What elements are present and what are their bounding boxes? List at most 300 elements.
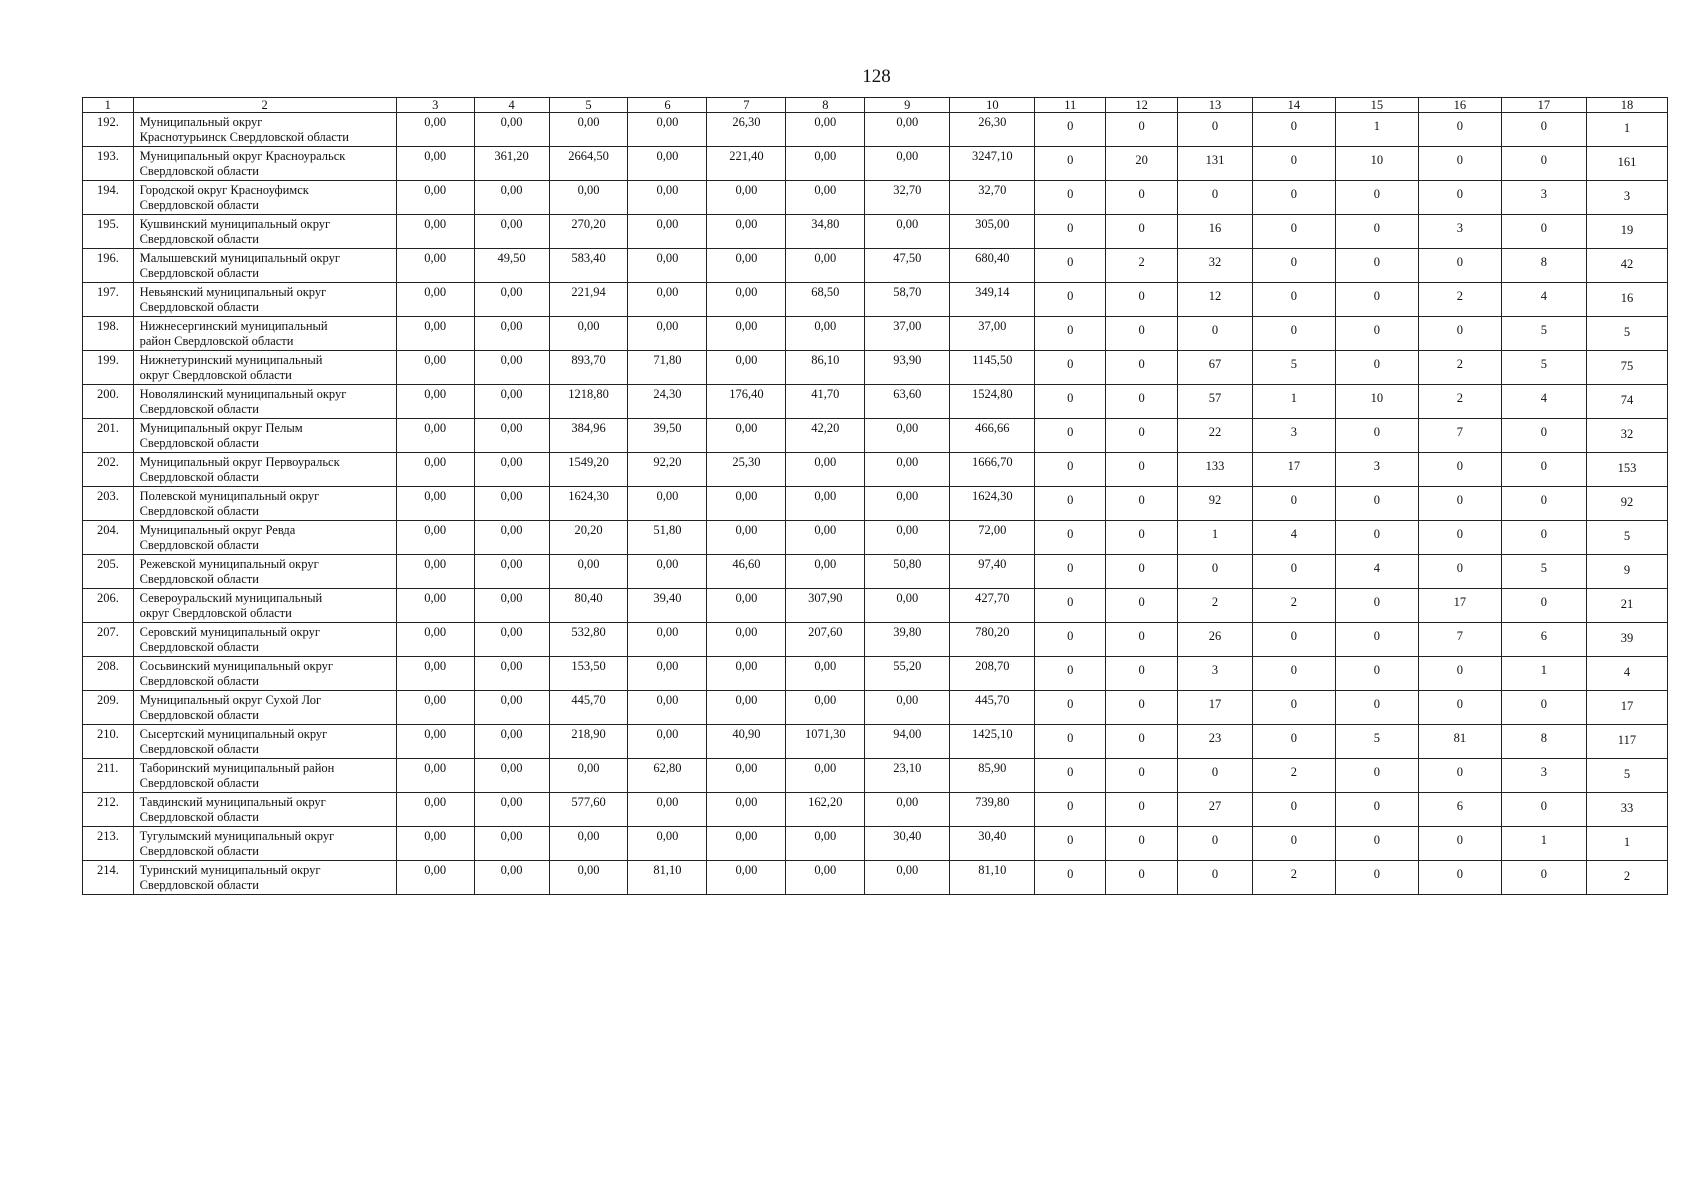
cell-col-6: 0,00 — [628, 181, 707, 215]
cell-col-7: 0,00 — [707, 623, 786, 657]
column-header-16: 16 — [1418, 98, 1501, 113]
cell-col-6: 81,10 — [628, 861, 707, 895]
cell-col-11: 0 — [1035, 181, 1106, 215]
cell-col-17: 0 — [1501, 215, 1586, 249]
table-row — [83, 419, 1668, 453]
cell-col-5: 445,70 — [549, 691, 628, 725]
cell-col-8: 0,00 — [786, 181, 865, 215]
cell-col-17: 1 — [1501, 657, 1586, 691]
row-number: 206. — [83, 589, 134, 623]
cell-col-17: 0 — [1501, 113, 1586, 147]
cell-col-4: 0,00 — [474, 453, 549, 487]
cell-col-11: 0 — [1035, 759, 1106, 793]
cell-col-16: 0 — [1418, 181, 1501, 215]
cell-col-15: 0 — [1335, 215, 1418, 249]
row-number: 211. — [83, 759, 134, 793]
cell-col-6: 0,00 — [628, 555, 707, 589]
cell-col-10: 445,70 — [950, 691, 1035, 725]
row-number: 196. — [83, 249, 134, 283]
cell-col-14: 0 — [1252, 181, 1335, 215]
cell-col-10: 32,70 — [950, 181, 1035, 215]
table-row — [83, 861, 1668, 895]
cell-col-5: 0,00 — [549, 827, 628, 861]
cell-col-10: 3247,10 — [950, 147, 1035, 181]
cell-col-9: 0,00 — [865, 147, 950, 181]
cell-col-18: 161 — [1586, 147, 1667, 181]
cell-col-15: 5 — [1335, 725, 1418, 759]
cell-col-10: 305,00 — [950, 215, 1035, 249]
column-header-2: 2 — [133, 98, 396, 113]
cell-col-6: 0,00 — [628, 691, 707, 725]
cell-col-6: 0,00 — [628, 725, 707, 759]
cell-col-7: 26,30 — [707, 113, 786, 147]
column-header-4: 4 — [474, 98, 549, 113]
municipality-name: Муниципальный округ Сухой Лог Свердловской области — [133, 691, 396, 725]
cell-col-5: 80,40 — [549, 589, 628, 623]
cell-col-8: 0,00 — [786, 521, 865, 555]
cell-col-12: 0 — [1106, 555, 1178, 589]
cell-col-9: 63,60 — [865, 385, 950, 419]
row-number: 199. — [83, 351, 134, 385]
cell-col-15: 0 — [1335, 657, 1418, 691]
cell-col-18: 153 — [1586, 453, 1667, 487]
table-row — [83, 555, 1668, 589]
table-row — [83, 385, 1668, 419]
cell-col-7: 176,40 — [707, 385, 786, 419]
cell-col-3: 0,00 — [396, 623, 474, 657]
cell-col-5: 20,20 — [549, 521, 628, 555]
municipality-name: Кушвинский муниципальный округ Свердловской области — [133, 215, 396, 249]
cell-col-17: 5 — [1501, 555, 1586, 589]
municipality-name: Североуральский муниципальный округ Свердловской области — [133, 589, 396, 623]
table-row — [83, 827, 1668, 861]
cell-col-16: 3 — [1418, 215, 1501, 249]
cell-col-9: 0,00 — [865, 691, 950, 725]
cell-col-13: 26 — [1178, 623, 1253, 657]
cell-col-10: 85,90 — [950, 759, 1035, 793]
cell-col-14: 2 — [1252, 759, 1335, 793]
cell-col-9: 30,40 — [865, 827, 950, 861]
cell-col-17: 5 — [1501, 317, 1586, 351]
cell-col-17: 0 — [1501, 861, 1586, 895]
cell-col-3: 0,00 — [396, 215, 474, 249]
cell-col-13: 133 — [1178, 453, 1253, 487]
cell-col-11: 0 — [1035, 521, 1106, 555]
cell-col-18: 5 — [1586, 521, 1667, 555]
cell-col-5: 153,50 — [549, 657, 628, 691]
cell-col-12: 0 — [1106, 861, 1178, 895]
cell-col-10: 208,70 — [950, 657, 1035, 691]
cell-col-17: 5 — [1501, 351, 1586, 385]
cell-col-12: 0 — [1106, 623, 1178, 657]
cell-col-17: 0 — [1501, 521, 1586, 555]
cell-col-7: 0,00 — [707, 419, 786, 453]
table-row — [83, 793, 1668, 827]
cell-col-15: 0 — [1335, 317, 1418, 351]
cell-col-7: 0,00 — [707, 861, 786, 895]
municipality-name: Городской округ Красноуфимск Свердловской области — [133, 181, 396, 215]
row-number: 207. — [83, 623, 134, 657]
cell-col-7: 0,00 — [707, 351, 786, 385]
municipality-name: Муниципальный округ Краснотурьинск Свердловской области — [133, 113, 396, 147]
cell-col-7: 0,00 — [707, 181, 786, 215]
cell-col-10: 780,20 — [950, 623, 1035, 657]
column-header-8: 8 — [786, 98, 865, 113]
cell-col-3: 0,00 — [396, 249, 474, 283]
cell-col-13: 23 — [1178, 725, 1253, 759]
cell-col-8: 0,00 — [786, 657, 865, 691]
cell-col-4: 0,00 — [474, 623, 549, 657]
cell-col-11: 0 — [1035, 283, 1106, 317]
table-row — [83, 589, 1668, 623]
row-number: 201. — [83, 419, 134, 453]
cell-col-15: 10 — [1335, 147, 1418, 181]
cell-col-12: 0 — [1106, 793, 1178, 827]
cell-col-3: 0,00 — [396, 419, 474, 453]
cell-col-15: 0 — [1335, 861, 1418, 895]
cell-col-16: 2 — [1418, 385, 1501, 419]
cell-col-14: 0 — [1252, 147, 1335, 181]
cell-col-6: 39,50 — [628, 419, 707, 453]
cell-col-18: 33 — [1586, 793, 1667, 827]
cell-col-10: 680,40 — [950, 249, 1035, 283]
column-header-17: 17 — [1501, 98, 1586, 113]
municipality-name: Полевской муниципальный округ Свердловской области — [133, 487, 396, 521]
cell-col-5: 384,96 — [549, 419, 628, 453]
cell-col-16: 7 — [1418, 623, 1501, 657]
row-number: 205. — [83, 555, 134, 589]
cell-col-15: 3 — [1335, 453, 1418, 487]
cell-col-10: 26,30 — [950, 113, 1035, 147]
cell-col-8: 0,00 — [786, 861, 865, 895]
cell-col-11: 0 — [1035, 657, 1106, 691]
cell-col-13: 27 — [1178, 793, 1253, 827]
cell-col-6: 0,00 — [628, 623, 707, 657]
column-header-6: 6 — [628, 98, 707, 113]
table-row — [83, 215, 1668, 249]
municipality-name: Серовский муниципальный округ Свердловской области — [133, 623, 396, 657]
cell-col-8: 0,00 — [786, 317, 865, 351]
cell-col-9: 23,10 — [865, 759, 950, 793]
cell-col-9: 0,00 — [865, 453, 950, 487]
municipality-name: Муниципальный округ Пелым Свердловской области — [133, 419, 396, 453]
cell-col-10: 1425,10 — [950, 725, 1035, 759]
cell-col-17: 3 — [1501, 181, 1586, 215]
cell-col-4: 0,00 — [474, 521, 549, 555]
cell-col-13: 22 — [1178, 419, 1253, 453]
cell-col-16: 17 — [1418, 589, 1501, 623]
cell-col-4: 361,20 — [474, 147, 549, 181]
cell-col-13: 17 — [1178, 691, 1253, 725]
municipality-name: Сосьвинский муниципальный округ Свердловской области — [133, 657, 396, 691]
cell-col-12: 0 — [1106, 385, 1178, 419]
cell-col-15: 10 — [1335, 385, 1418, 419]
table-row — [83, 657, 1668, 691]
cell-col-14: 0 — [1252, 657, 1335, 691]
cell-col-18: 1 — [1586, 113, 1667, 147]
cell-col-11: 0 — [1035, 113, 1106, 147]
municipality-name: Муниципальный округ Первоуральск Свердловской области — [133, 453, 396, 487]
table-row — [83, 181, 1668, 215]
cell-col-12: 20 — [1106, 147, 1178, 181]
cell-col-8: 1071,30 — [786, 725, 865, 759]
page-number: 128 — [862, 66, 891, 87]
cell-col-14: 0 — [1252, 725, 1335, 759]
cell-col-6: 0,00 — [628, 147, 707, 181]
cell-col-17: 4 — [1501, 283, 1586, 317]
cell-col-7: 25,30 — [707, 453, 786, 487]
cell-col-10: 1624,30 — [950, 487, 1035, 521]
cell-col-5: 577,60 — [549, 793, 628, 827]
table-row — [83, 691, 1668, 725]
cell-col-9: 94,00 — [865, 725, 950, 759]
cell-col-9: 37,00 — [865, 317, 950, 351]
cell-col-12: 0 — [1106, 215, 1178, 249]
cell-col-11: 0 — [1035, 147, 1106, 181]
cell-col-7: 221,40 — [707, 147, 786, 181]
row-number: 203. — [83, 487, 134, 521]
cell-col-10: 72,00 — [950, 521, 1035, 555]
cell-col-13: 0 — [1178, 181, 1253, 215]
cell-col-13: 12 — [1178, 283, 1253, 317]
cell-col-7: 0,00 — [707, 827, 786, 861]
cell-col-12: 0 — [1106, 283, 1178, 317]
municipality-name: Невьянский муниципальный округ Свердловской области — [133, 283, 396, 317]
table-row — [83, 623, 1668, 657]
cell-col-10: 37,00 — [950, 317, 1035, 351]
cell-col-12: 0 — [1106, 113, 1178, 147]
cell-col-3: 0,00 — [396, 283, 474, 317]
cell-col-10: 1524,80 — [950, 385, 1035, 419]
cell-col-14: 0 — [1252, 691, 1335, 725]
cell-col-12: 0 — [1106, 487, 1178, 521]
row-number: 210. — [83, 725, 134, 759]
cell-col-9: 55,20 — [865, 657, 950, 691]
cell-col-9: 47,50 — [865, 249, 950, 283]
row-number: 204. — [83, 521, 134, 555]
cell-col-4: 0,00 — [474, 215, 549, 249]
cell-col-18: 5 — [1586, 317, 1667, 351]
table-row — [83, 487, 1668, 521]
cell-col-14: 3 — [1252, 419, 1335, 453]
cell-col-4: 0,00 — [474, 861, 549, 895]
cell-col-9: 0,00 — [865, 215, 950, 249]
cell-col-15: 0 — [1335, 827, 1418, 861]
cell-col-3: 0,00 — [396, 555, 474, 589]
cell-col-7: 46,60 — [707, 555, 786, 589]
cell-col-18: 74 — [1586, 385, 1667, 419]
cell-col-4: 0,00 — [474, 793, 549, 827]
cell-col-4: 0,00 — [474, 181, 549, 215]
cell-col-8: 42,20 — [786, 419, 865, 453]
cell-col-14: 0 — [1252, 113, 1335, 147]
table-body — [83, 113, 1668, 895]
cell-col-11: 0 — [1035, 691, 1106, 725]
cell-col-15: 0 — [1335, 351, 1418, 385]
municipality-name: Режевской муниципальный округ Свердловской области — [133, 555, 396, 589]
cell-col-5: 218,90 — [549, 725, 628, 759]
cell-col-4: 0,00 — [474, 385, 549, 419]
cell-col-6: 39,40 — [628, 589, 707, 623]
cell-col-10: 81,10 — [950, 861, 1035, 895]
cell-col-16: 0 — [1418, 555, 1501, 589]
cell-col-17: 0 — [1501, 419, 1586, 453]
cell-col-13: 3 — [1178, 657, 1253, 691]
cell-col-14: 1 — [1252, 385, 1335, 419]
cell-col-11: 0 — [1035, 793, 1106, 827]
column-header-12: 12 — [1106, 98, 1178, 113]
cell-col-8: 0,00 — [786, 555, 865, 589]
cell-col-17: 1 — [1501, 827, 1586, 861]
cell-col-17: 8 — [1501, 725, 1586, 759]
cell-col-8: 0,00 — [786, 691, 865, 725]
cell-col-15: 0 — [1335, 793, 1418, 827]
cell-col-13: 92 — [1178, 487, 1253, 521]
cell-col-5: 893,70 — [549, 351, 628, 385]
cell-col-12: 0 — [1106, 521, 1178, 555]
cell-col-8: 0,00 — [786, 249, 865, 283]
cell-col-17: 3 — [1501, 759, 1586, 793]
cell-col-4: 0,00 — [474, 657, 549, 691]
cell-col-5: 0,00 — [549, 861, 628, 895]
cell-col-18: 1 — [1586, 827, 1667, 861]
cell-col-7: 0,00 — [707, 589, 786, 623]
cell-col-13: 0 — [1178, 317, 1253, 351]
table-row — [83, 759, 1668, 793]
cell-col-7: 0,00 — [707, 759, 786, 793]
cell-col-17: 0 — [1501, 691, 1586, 725]
cell-col-14: 17 — [1252, 453, 1335, 487]
cell-col-11: 0 — [1035, 555, 1106, 589]
cell-col-9: 0,00 — [865, 419, 950, 453]
cell-col-12: 0 — [1106, 351, 1178, 385]
cell-col-11: 0 — [1035, 385, 1106, 419]
cell-col-9: 58,70 — [865, 283, 950, 317]
cell-col-9: 93,90 — [865, 351, 950, 385]
cell-col-4: 49,50 — [474, 249, 549, 283]
cell-col-15: 0 — [1335, 521, 1418, 555]
cell-col-5: 532,80 — [549, 623, 628, 657]
cell-col-16: 7 — [1418, 419, 1501, 453]
cell-col-15: 0 — [1335, 623, 1418, 657]
cell-col-16: 0 — [1418, 759, 1501, 793]
cell-col-7: 0,00 — [707, 793, 786, 827]
cell-col-13: 16 — [1178, 215, 1253, 249]
cell-col-13: 67 — [1178, 351, 1253, 385]
column-header-7: 7 — [707, 98, 786, 113]
column-header-9: 9 — [865, 98, 950, 113]
cell-col-5: 0,00 — [549, 317, 628, 351]
cell-col-6: 51,80 — [628, 521, 707, 555]
cell-col-9: 0,00 — [865, 113, 950, 147]
cell-col-6: 71,80 — [628, 351, 707, 385]
cell-col-10: 1666,70 — [950, 453, 1035, 487]
cell-col-4: 0,00 — [474, 283, 549, 317]
cell-col-14: 0 — [1252, 249, 1335, 283]
column-header-5: 5 — [549, 98, 628, 113]
cell-col-11: 0 — [1035, 861, 1106, 895]
cell-col-18: 2 — [1586, 861, 1667, 895]
cell-col-8: 162,20 — [786, 793, 865, 827]
cell-col-6: 0,00 — [628, 317, 707, 351]
cell-col-11: 0 — [1035, 249, 1106, 283]
cell-col-5: 270,20 — [549, 215, 628, 249]
cell-col-15: 0 — [1335, 419, 1418, 453]
cell-col-7: 0,00 — [707, 657, 786, 691]
cell-col-5: 0,00 — [549, 555, 628, 589]
cell-col-11: 0 — [1035, 351, 1106, 385]
cell-col-17: 8 — [1501, 249, 1586, 283]
cell-col-5: 1218,80 — [549, 385, 628, 419]
cell-col-18: 21 — [1586, 589, 1667, 623]
cell-col-7: 40,90 — [707, 725, 786, 759]
row-number: 202. — [83, 453, 134, 487]
cell-col-9: 50,80 — [865, 555, 950, 589]
cell-col-16: 0 — [1418, 113, 1501, 147]
cell-col-8: 307,90 — [786, 589, 865, 623]
row-number: 214. — [83, 861, 134, 895]
cell-col-6: 0,00 — [628, 827, 707, 861]
row-number: 194. — [83, 181, 134, 215]
row-number: 212. — [83, 793, 134, 827]
cell-col-12: 2 — [1106, 249, 1178, 283]
cell-col-12: 0 — [1106, 691, 1178, 725]
cell-col-7: 0,00 — [707, 521, 786, 555]
cell-col-10: 739,80 — [950, 793, 1035, 827]
cell-col-6: 0,00 — [628, 215, 707, 249]
cell-col-6: 24,30 — [628, 385, 707, 419]
row-number: 195. — [83, 215, 134, 249]
cell-col-6: 92,20 — [628, 453, 707, 487]
column-header-3: 3 — [396, 98, 474, 113]
column-header-13: 13 — [1178, 98, 1253, 113]
column-header-11: 11 — [1035, 98, 1106, 113]
row-number: 209. — [83, 691, 134, 725]
cell-col-16: 2 — [1418, 351, 1501, 385]
cell-col-10: 97,40 — [950, 555, 1035, 589]
cell-col-17: 6 — [1501, 623, 1586, 657]
table-row — [83, 113, 1668, 147]
cell-col-9: 32,70 — [865, 181, 950, 215]
municipality-name: Нижнетуринский муниципальный округ Свердловской области — [133, 351, 396, 385]
municipality-name: Сысертский муниципальный округ Свердловской области — [133, 725, 396, 759]
cell-col-14: 5 — [1252, 351, 1335, 385]
cell-col-5: 221,94 — [549, 283, 628, 317]
cell-col-13: 2 — [1178, 589, 1253, 623]
cell-col-14: 0 — [1252, 793, 1335, 827]
cell-col-15: 0 — [1335, 589, 1418, 623]
cell-col-8: 34,80 — [786, 215, 865, 249]
cell-col-13: 0 — [1178, 759, 1253, 793]
row-number: 192. — [83, 113, 134, 147]
cell-col-10: 1145,50 — [950, 351, 1035, 385]
cell-col-16: 0 — [1418, 521, 1501, 555]
cell-col-16: 0 — [1418, 249, 1501, 283]
column-header-1: 1 — [83, 98, 134, 113]
cell-col-8: 207,60 — [786, 623, 865, 657]
cell-col-5: 583,40 — [549, 249, 628, 283]
column-header-15: 15 — [1335, 98, 1418, 113]
cell-col-18: 117 — [1586, 725, 1667, 759]
cell-col-18: 3 — [1586, 181, 1667, 215]
cell-col-7: 0,00 — [707, 487, 786, 521]
row-number: 213. — [83, 827, 134, 861]
municipality-name: Нижнесергинский муниципальный район Свердловской области — [133, 317, 396, 351]
cell-col-3: 0,00 — [396, 317, 474, 351]
cell-col-12: 0 — [1106, 725, 1178, 759]
cell-col-12: 0 — [1106, 317, 1178, 351]
cell-col-16: 0 — [1418, 487, 1501, 521]
